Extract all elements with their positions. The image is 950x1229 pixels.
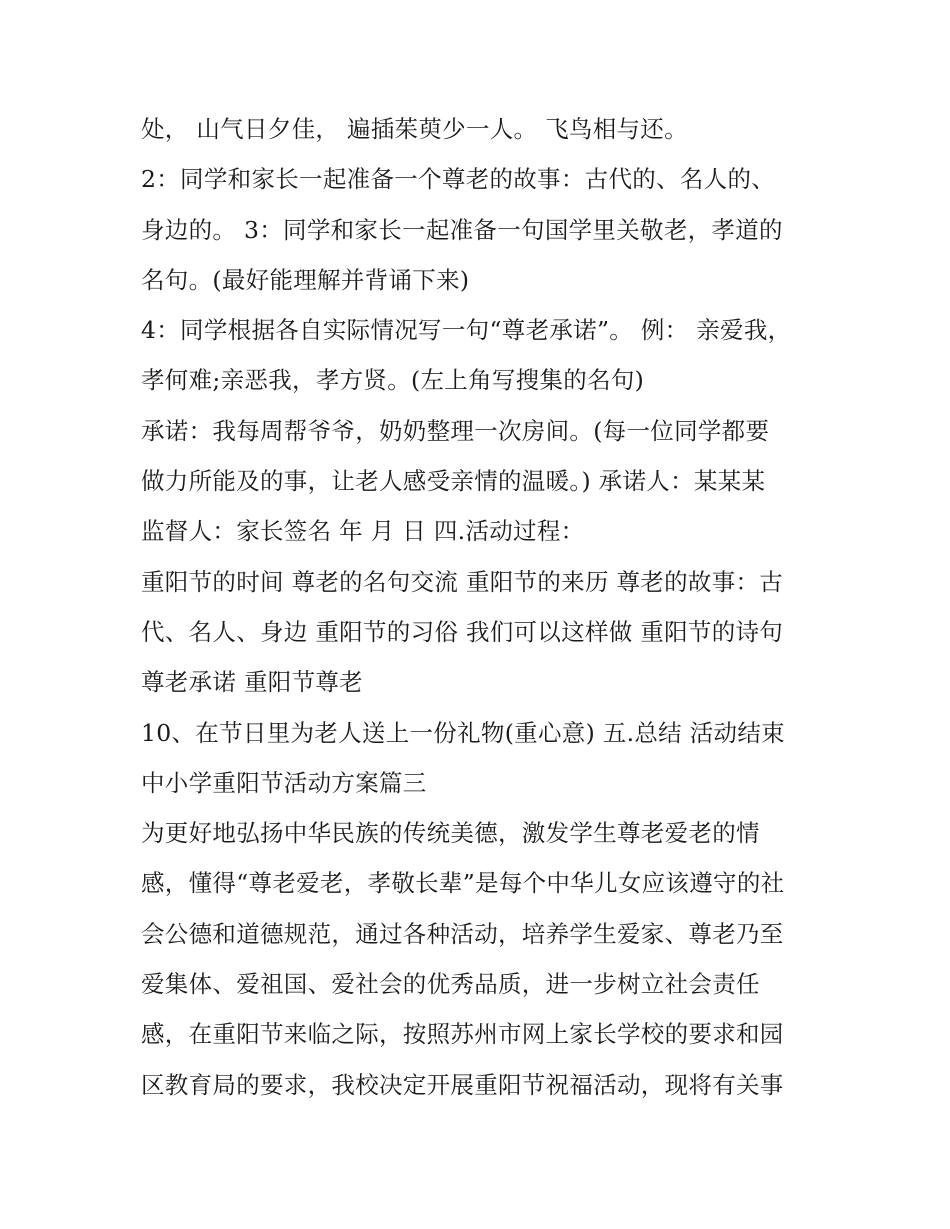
text-line: 感，懂得“尊老爱老，孝敬长辈”是每个中华儿女应该遵守的社 <box>141 869 785 898</box>
text-line: 会公德和道德规范，通过各种活动，培养学生爱家、尊老乃至 <box>141 919 784 948</box>
text-line: 尊老承诺 重阳节尊老 <box>141 668 363 697</box>
text-line: 承诺：我每周帮爷爷，奶奶整理一次房间。(每一位同学都要 <box>141 416 770 445</box>
text-line: 代、名人、身边 重阳节的习俗 我们可以这样做 重阳节的诗句 <box>141 617 784 646</box>
text-line: 2：同学和家长一起准备一个尊老的故事：古代的、名人的、 <box>141 165 776 194</box>
text-line: 孝何难;亲恶我，孝方贤。(左上角写搜集的名句) <box>141 366 645 395</box>
text-line: 名句。(最好能理解并背诵下来) <box>141 265 470 294</box>
text-line: 感，在重阳节来临之际，按照苏州市网上家长学校的要求和园 <box>141 1020 784 1049</box>
text-line: 4：同学根据各自实际情况写一句“尊老承诺”。 例： 亲爱我， <box>141 316 792 345</box>
text-line: 区教育局的要求，我校决定开展重阳节祝福活动，现将有关事 <box>141 1070 784 1099</box>
text-line: 处， 山气日夕佳， 遍插茱萸少一人。 飞鸟相与还。 <box>141 115 688 143</box>
text-line: 10、在节日里为老人送上一份礼物(重心意) 五.总结 活动结束 <box>141 718 785 747</box>
text-line: 重阳节的时间 尊老的名句交流 重阳节的来历 尊老的故事：古 <box>141 567 784 596</box>
text-line: 监督人：家长签名 年 月 日 四.活动过程： <box>141 517 585 546</box>
text-line: 爱集体、爱祖国、爱社会的优秀品质，进一步树立社会责任 <box>141 970 760 999</box>
text-line: 做力所能及的事，让老人感受亲情的温暖。) 承诺人：某某某 <box>141 467 766 496</box>
text-line: 身边的。 3：同学和家长一起准备一句国学里关敬老，孝道的 <box>141 215 783 244</box>
document-body <box>141 104 821 1110</box>
text-line: 为更好地弘扬中华民族的传统美德，激发学生尊老爱老的情 <box>141 819 760 848</box>
section-title: 中小学重阳节活动方案篇三 <box>141 768 427 797</box>
